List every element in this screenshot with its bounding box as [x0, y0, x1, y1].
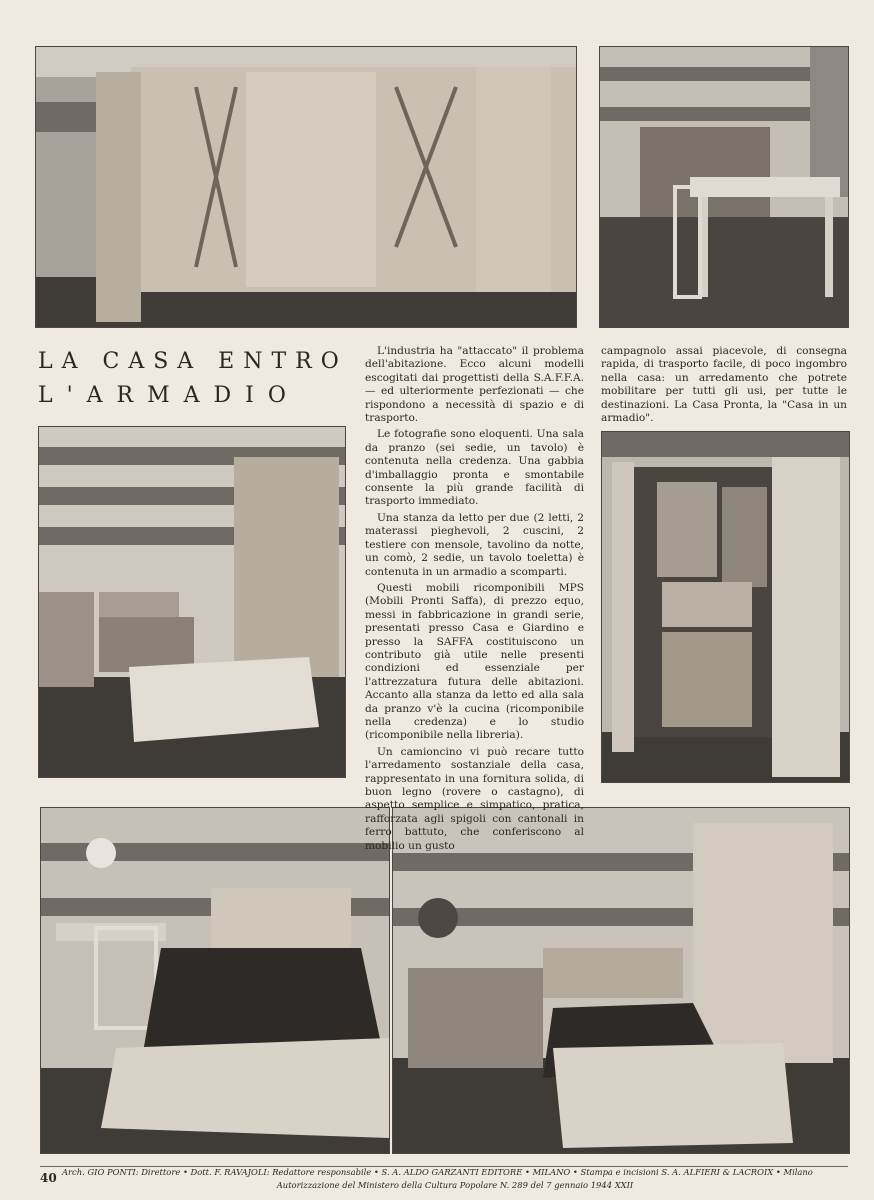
- photo-credenza-open: [35, 46, 577, 328]
- paragraph-2: Le fotografie sono eloquenti. Una sala da pranzo (sei sedie, un tavolo) è contenuta nella credenza. Una gabbia d'imballaggio pronta e smontabile consente la più grande facilità di trasporto immediato.: [365, 428, 584, 508]
- photo-bedroom-open-wardrobe: [38, 426, 346, 778]
- article-title: [38, 345, 358, 413]
- page-number: 40: [40, 1171, 57, 1185]
- photo-bedroom-wardrobe-closed: [392, 807, 850, 1154]
- article-title-line1: LA CASA ENTRO: [38, 349, 348, 374]
- paragraph-1: L'industria ha "attaccato" il problema dell'abitazione. Ecco alcuni modelli escogitati dai progettisti della S.A.F.F.A. — ed ulteriormente perfezionati — che rispondono a necessità di spazio e di trasporto.: [365, 345, 584, 425]
- footer-line-2: Autorizzazione del Ministero della Cultura Popolare N. 289 del 7 gennaio 1944 XXII: [276, 1180, 634, 1190]
- paragraph-3: Una stanza da letto per due (2 letti, 2 materassi pieghevoli, 2 cuscini, 2 testiere con mensole, tavolino da notte, un comò, 2 sedie, un tavolo toeletta) è contenuta in un armadio a scomparti.: [365, 511, 584, 578]
- photo-wardrobe-compartments: [601, 431, 850, 783]
- photo-dining-room: [599, 46, 849, 328]
- footer-line-1: Arch. GIO PONTI: Direttore • Dott. F. RAVAJOLI: Redattore responsabile • S. A. ALDO GARZANTI EDITORE • MILANO • Stampa e incisioni S. A. ALFIERI & LACROIX • Milano: [62, 1167, 813, 1177]
- paragraph-4: Questi mobili ricomponibili MPS (Mobili Pronti Saffa), di prezzo equo, messi in fabbricazione in grandi serie, presentati presso Casa e Giardino e presso la SAFFA costituiscono un contributo già utile nelle presenti condizioni ed essenziale per l'attrezzatura futura delle abitazioni. Accanto alla stanza da letto ed alla sala da pranzo v'è la cucina (ricomponibile nella credenza) e lo studio (ricomponibile nella libreria).: [365, 581, 584, 742]
- paragraph-continued: campagnolo assai piacevole, di consegna rapida, di trasporto facile, di poco ingombro nella casa: un arredamento che potrete mobilitare per tutti gli usi, per tutte le destinazioni. La Casa Pronta, la "Casa in un armadio".: [601, 345, 847, 425]
- article-column-2: [601, 345, 847, 428]
- photo-bedroom-desk: [40, 807, 390, 1154]
- paragraph-5: Un camioncino vi può recare tutto l'arredamento sostanziale della casa, rappresentato in una fornitura solida, di buon legno (rovere o castagno), di aspetto semplice e simpatico, pratica, rafforzata agli spigoli con cantonali in ferro battuto, che conferiscono al mobilio un gusto: [365, 745, 584, 852]
- footer-credits: [62, 1166, 848, 1192]
- article-column-1: [365, 345, 584, 856]
- article-title-line2: L'ARMADIO: [38, 383, 300, 408]
